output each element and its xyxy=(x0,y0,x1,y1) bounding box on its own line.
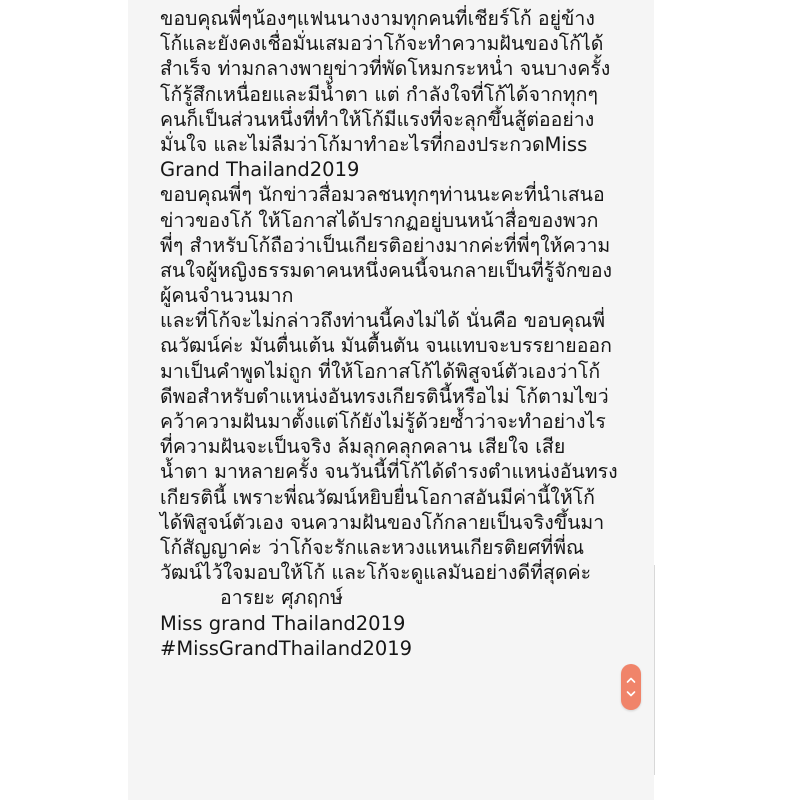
text-line: ข่าวของโก้ ให้โอกาสได้ปรากฏอยู่บนหน้าสื่อของพวก xyxy=(160,208,599,232)
text-line: วัฒน์ไว้ใจมอบให้โก้ และโก้จะดูแลมันอย่างดีที่สุดค่ะ xyxy=(160,561,592,585)
text-line: น้ำตา มาหลายครั้ง จนวันนี้ที่โก้ได้ดำรงตำแหน่งอันทรง xyxy=(160,460,618,484)
scroll-button[interactable] xyxy=(621,664,641,710)
text-line: ดีพอสำหรับตำแหน่งอันทรงเกียรตินี้หรือไม่ โก้ตามไขว่ xyxy=(160,384,609,408)
text-line: สนใจผู้หญิงธรรมดาคนหนึ่งคนนี้จนกลายเป็นที่รู้จักของ xyxy=(160,258,613,282)
signature: อารยะ ศุภฤกษ์ xyxy=(220,586,343,610)
text-line: Grand Thailand2019 xyxy=(160,158,360,182)
hashtag: #MissGrandThailand2019 xyxy=(160,636,413,660)
text-line: มั่นใจ และไม่ลืมว่าโก้มาทำอะไรที่กองประกวดMiss xyxy=(160,132,588,156)
post-edge xyxy=(648,565,655,775)
text-line: คว้าความฝันมาตั้งแต่โก้ยังไม่รู้ด้วยซ้ำว่าจะทำอย่างไร xyxy=(160,410,606,433)
text-line: และที่โก้จะไม่กล่าวถึงท่านนี้คงไม่ได้ นั่นคือ ขอบคุณพี่ xyxy=(160,309,606,333)
title-line: Miss grand Thailand2019 xyxy=(160,611,406,635)
text-line: ผู้คนจำนวนมาก xyxy=(160,284,294,308)
text-line: ได้พิสูจน์ตัวเอง จนความฝันของโก้กลายเป็นจริงขึ้นมา xyxy=(160,510,605,534)
chevron-up-icon[interactable] xyxy=(626,676,636,684)
post-text xyxy=(160,6,640,661)
text-line: ณวัฒน์ค่ะ มันตื่นเต้น มันตื้นตัน จนแทบจะบรรยายออก xyxy=(160,334,612,358)
text-line: โก้รู้สึกเหนื่อยและมีน้ำตา แต่ กำลังใจที่โก้ได้จากทุกๆ xyxy=(160,82,598,106)
text-line: ที่ความฝันจะเป็นจริง ล้มลุกคลุกคลาน เสียใจ เสีย xyxy=(160,435,566,459)
text-line: สำเร็จ ท่ามกลางพายุข่าวที่พัดโหมกระหน่ำ จนบางครั้ง xyxy=(160,57,611,81)
text-line: พี่ๆ สำหรับโก้ถือว่าเป็นเกียรติอย่างมากค่ะที่พี่ๆให้ความ xyxy=(160,233,611,257)
chevron-down-icon[interactable] xyxy=(626,690,636,698)
text-line: ขอบคุณพี่ๆน้องๆแฟนนางงามทุกคนที่เชียร์โก้ อยู่ข้าง xyxy=(160,7,595,30)
text-line: โก้สัญญาค่ะ ว่าโก้จะรักและหวงแหนเกียรติยศที่พี่ณ xyxy=(160,535,585,559)
text-line: คนก็เป็นส่วนหนึ่งที่ทำให้โก้มีแรงที่จะลุกขึ้นสู้ต่ออย่าง xyxy=(160,107,595,131)
text-line: ขอบคุณพี่ๆ นักข่าวสื่อมวลชนทุกๆท่านนะคะที่นำเสนอ xyxy=(160,183,605,207)
text-line: โก้และยังคงเชื่อมั่นเสมอว่าโก้จะทำความฝันของโก้ได้ xyxy=(160,32,604,56)
text-line: เกียรตินี้ เพราะพี่ณวัฒน์หยิบยื่นโอกาสอันมีค่านี้ให้โก้ xyxy=(160,485,595,509)
text-line: มาเป็นคำพูดไม่ถูก ที่ให้โอกาสโก้ได้พิสูจน์ตัวเองว่าโก้ xyxy=(160,359,601,383)
